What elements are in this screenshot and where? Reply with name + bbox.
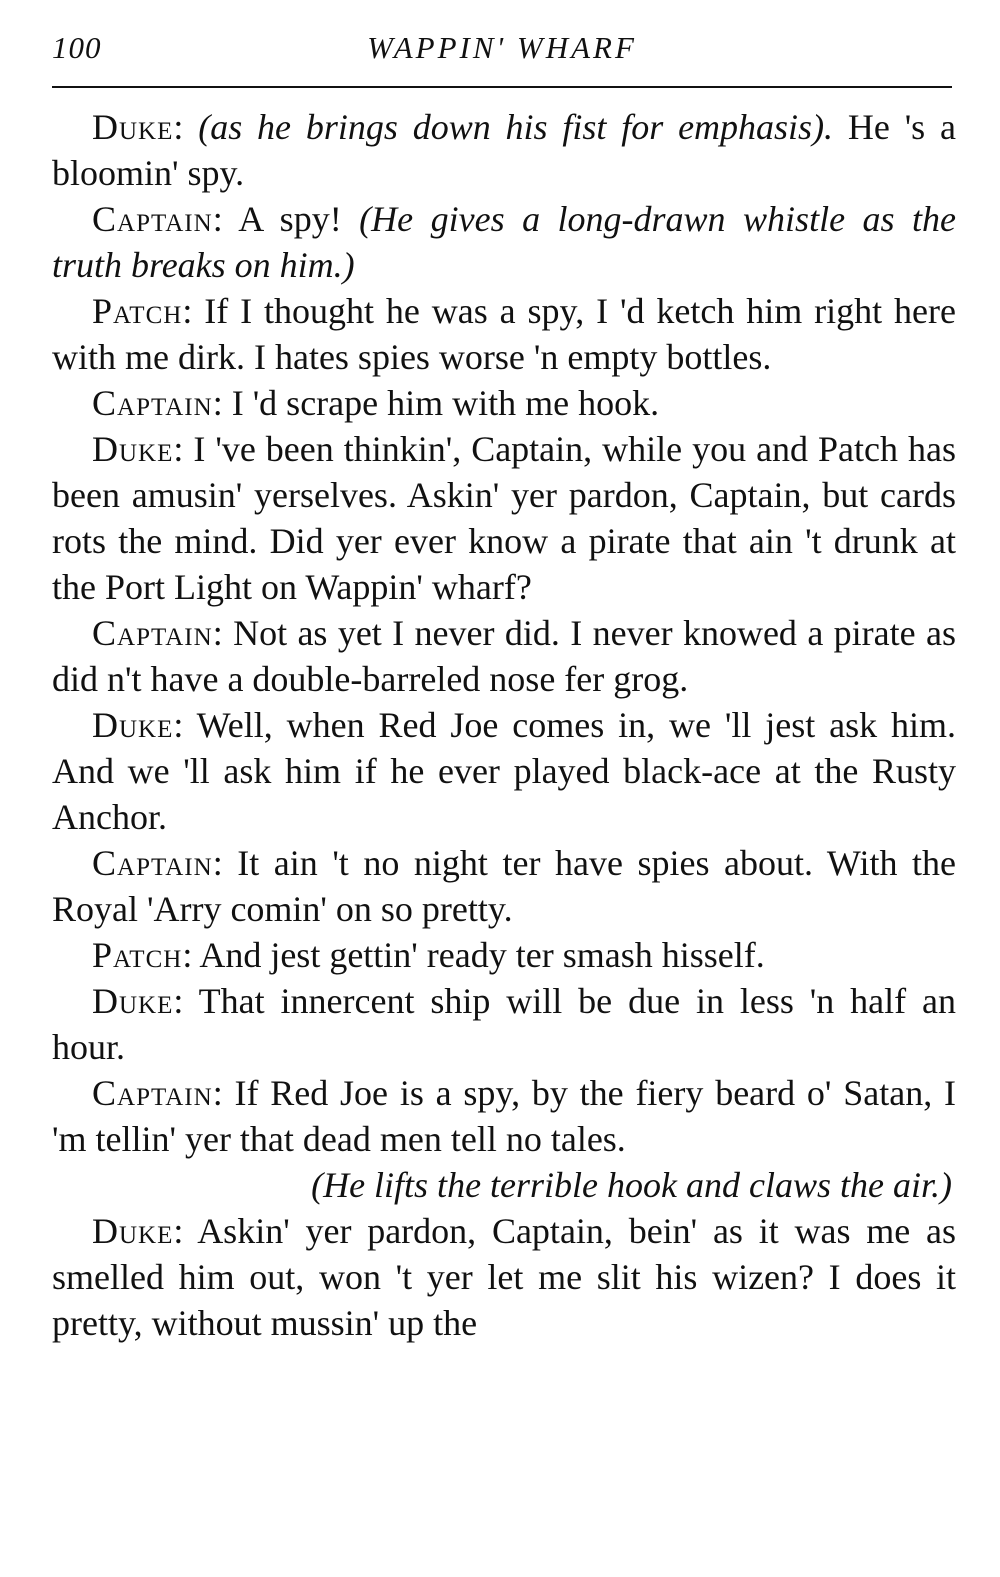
- speaker-name: Duke: [92, 429, 174, 469]
- speech-paragraph: [52, 840, 956, 932]
- speaker-separator: :: [182, 291, 205, 331]
- speech-paragraph: [52, 104, 956, 196]
- speech-text: He 's a bloomin' spy.: [52, 107, 956, 193]
- stage-direction: (He gives a long-drawn whistle as the truth breaks on him.): [52, 199, 956, 285]
- speech-paragraph: [52, 978, 956, 1070]
- speaker-name: Patch: [92, 935, 183, 975]
- speech-text: It ain 't no night ter have spies about. With the Royal 'Arry comin' on so pretty.: [52, 843, 956, 929]
- speech-paragraph: [52, 610, 956, 702]
- running-head: WAPPIN' WHARF: [367, 30, 637, 65]
- speech-text: And jest gettin' ready ter smash hisself.: [199, 935, 765, 975]
- page-number: 100: [52, 30, 102, 65]
- speech-paragraph: [52, 932, 956, 978]
- speaker-name: Duke: [92, 1211, 174, 1251]
- speech-text: I 'd scrape him with me hook.: [231, 383, 660, 423]
- speaker-name: Captain: [92, 613, 213, 653]
- speech-text: If I thought he was a spy, I 'd ketch him right here with me dirk. I hates spies worse 'n empty bottles.: [52, 291, 956, 377]
- speaker-separator: :: [212, 613, 234, 653]
- stage-direction: (as he brings down his fist for emphasis).: [198, 107, 834, 147]
- speaker-name: Duke: [92, 107, 174, 147]
- speaker-separator: :: [212, 843, 238, 883]
- speech-paragraph: [52, 380, 956, 426]
- speech-paragraph: [52, 196, 956, 288]
- speaker-separator: :: [212, 199, 239, 239]
- speaker-name: Captain: [92, 1073, 213, 1113]
- speaker-name: Patch: [92, 291, 183, 331]
- speech-paragraph: [52, 702, 956, 840]
- speaker-separator: :: [173, 107, 199, 147]
- speech-text: Well, when Red Joe comes in, we 'll jest ask him. And we 'll ask him if he ever played black-ace at the Rusty Anchor.: [52, 705, 956, 837]
- speaker-separator: :: [173, 981, 199, 1021]
- speaker-separator: :: [173, 429, 194, 469]
- speech-paragraph: [52, 1208, 956, 1346]
- speech-paragraph: [52, 426, 956, 610]
- speaker-name: Duke: [92, 705, 174, 745]
- speaker-name: Captain: [92, 383, 213, 423]
- speaker-separator: :: [212, 383, 232, 423]
- page-header: [52, 30, 952, 80]
- speech-paragraph: [52, 288, 956, 380]
- play-text: [52, 104, 956, 1346]
- speaker-separator: :: [182, 935, 200, 975]
- speaker-name: Captain: [92, 843, 213, 883]
- speech-paragraph: [52, 1070, 956, 1162]
- speech-text: Not as yet I never did. I never knowed a pirate as did n't have a double-barreled nose fer grog.: [52, 613, 956, 699]
- speech-text: If Red Joe is a spy, by the fiery beard o' Satan, I 'm tellin' yer that dead men tell no tales.: [52, 1073, 956, 1159]
- stage-direction: (He lifts the terrible hook and claws the air.): [311, 1165, 952, 1205]
- speech-text: That innercent ship will be due in less 'n half an hour.: [52, 981, 956, 1067]
- speaker-separator: :: [173, 705, 197, 745]
- speech-text: Askin' yer pardon, Captain, bein' as it was me as smelled him out, won 't yer let me slit his wizen? I does it pretty, without mussin' up the: [52, 1211, 956, 1343]
- speech-text: I 've been thinkin', Captain, while you and Patch has been amusin' yerselves. Askin' yer pardon, Captain, but cards rots the mind. Did yer ever know a pirate that ain 't drunk at the Port Light on Wappin' wharf?: [52, 429, 956, 607]
- speaker-name: Captain: [92, 199, 213, 239]
- speaker-separator: :: [173, 1211, 198, 1251]
- speech-text: A spy!: [238, 199, 360, 239]
- speaker-separator: :: [212, 1073, 235, 1113]
- header-rule: [52, 86, 952, 88]
- speaker-name: Duke: [92, 981, 174, 1021]
